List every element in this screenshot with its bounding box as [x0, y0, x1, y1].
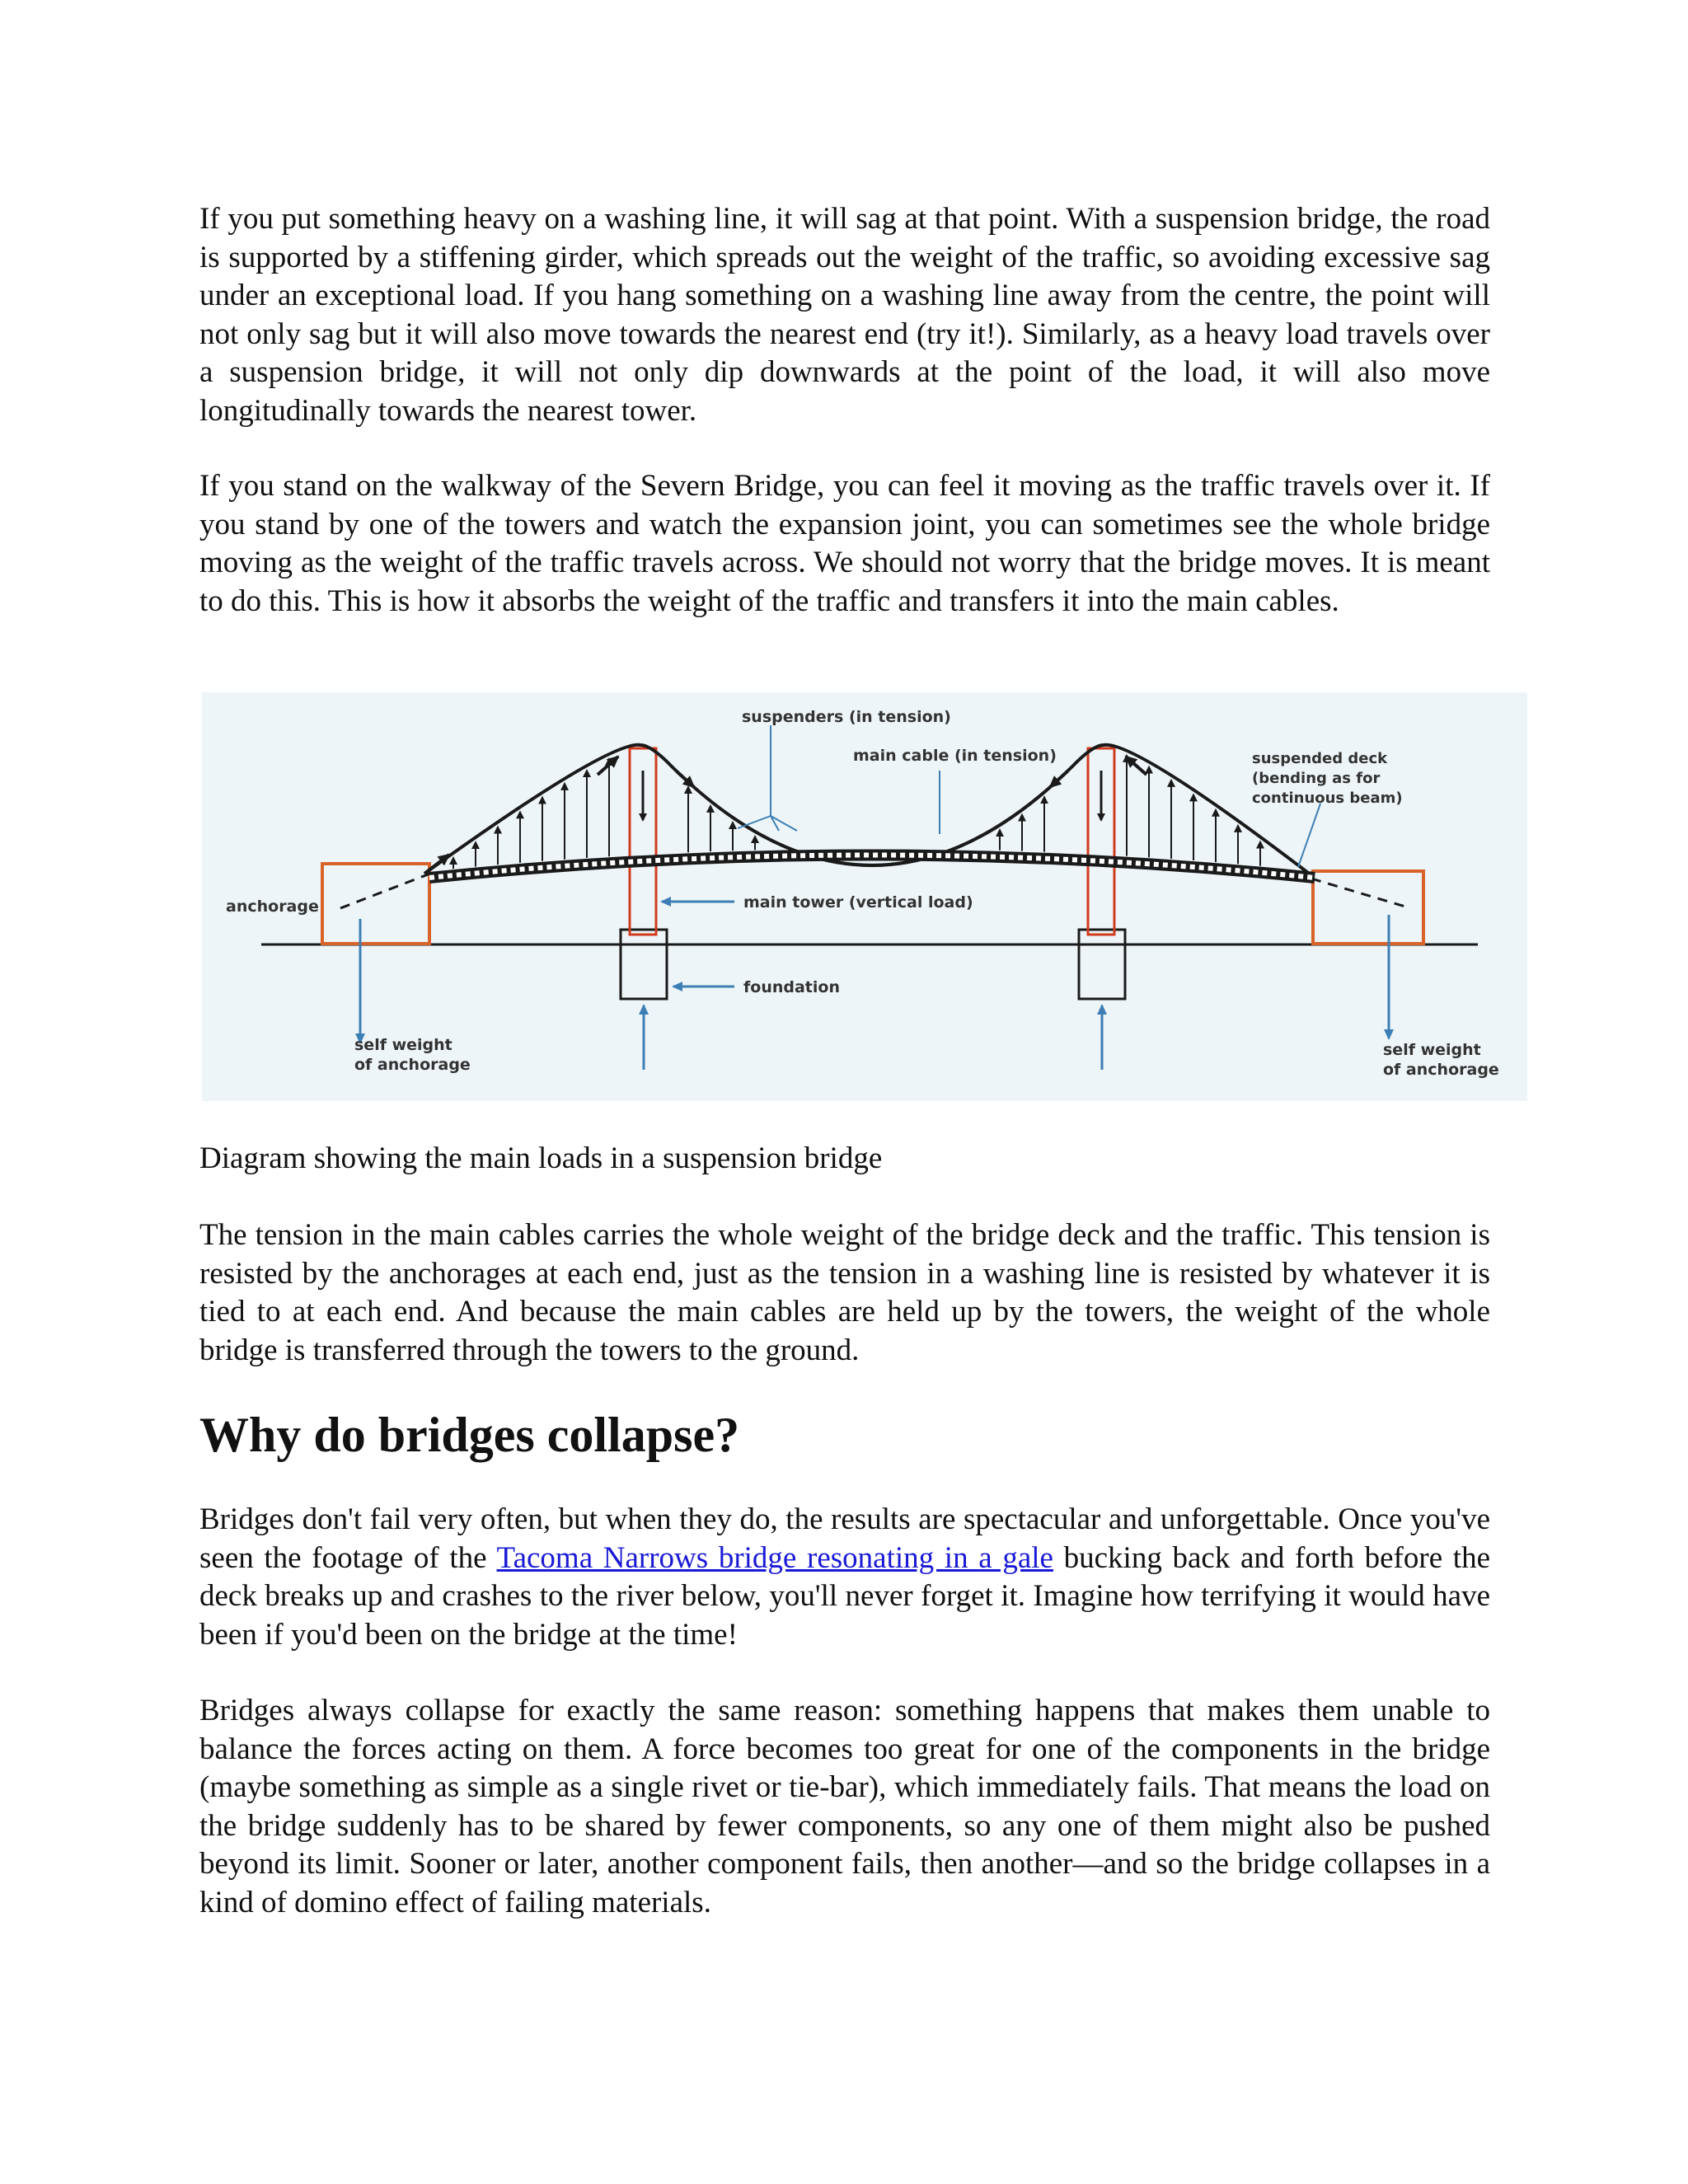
label-self-weight-right-2: of anchorage — [1383, 1061, 1499, 1079]
paragraph-text: Bridges always collapse for exactly the same reason: something happens that makes them unable to balance the forces acting on them. A force becomes too great for one of the components in the bridge (maybe something as simple as a single rivet or tie-bar), which immediately fails. That means the load on the bridge suddenly has to be shared by fewer components, so any one of them might also be pushed beyond its limit. Sooner or later, another component fails, then another—and so the bridge collapses in a kind of domino effect of failing materials. — [199, 1694, 1490, 1919]
paragraph-washing-line — [199, 200, 1490, 430]
section-heading: Why do bridges collapse? — [199, 1408, 740, 1462]
label-suspenders: suspenders (in tension) — [742, 708, 951, 726]
paragraph-text: The tension in the main cables carries the whole weight of the bridge deck and the traffic. This tension is resisted by the anchorages at each end, just as the tension in a washing line is resisted by whatever it is tied to at each end. And because the main cables are held up by the towers, the weight of the whole bridge is transferred through the towers to the ground. — [199, 1218, 1490, 1367]
label-self-weight-right-1: self weight — [1383, 1041, 1481, 1059]
caption-text: Diagram showing the main loads in a suspension bridge — [199, 1141, 883, 1175]
suspension-bridge-diagram — [202, 692, 1527, 1101]
paragraph-main-cable-tension — [199, 1216, 1490, 1370]
paragraph-tacoma — [199, 1501, 1490, 1654]
paragraph-text — [199, 1501, 1490, 1654]
paragraph-text-before-link: Bridges don't fail very often, but when they do, the results are spectacular and unforgettable. Once you've seen the footage of the — [199, 1502, 1490, 1575]
label-self-weight-left-1: self weight — [354, 1036, 452, 1054]
label-main-tower: main tower (vertical load) — [743, 893, 973, 912]
tacoma-narrows-link[interactable]: Tacoma Narrows bridge resonating in a gale — [496, 1540, 1053, 1575]
paragraph-collapse-reason — [199, 1692, 1490, 1922]
label-foundation: foundation — [743, 978, 840, 996]
paragraph-text: If you stand on the walkway of the Severn Bridge, you can feel it moving as the traffic travels over it. If you stand by one of the towers and watch the expansion joint, you can sometimes see the whole bridge moving as the weight of the traffic travels across. We should not worry that the bridge moves. It is meant to do this. This is how it absorbs the weight of the traffic and transfers it into the main cables. — [199, 469, 1490, 618]
paragraph-text-after-link: bucking back and forth before the deck breaks up and crashes to the river below, you'll never forget it. Imagine how terrifying it would have been if you'd been on the bridge at the time! — [199, 1540, 1490, 1652]
label-deck-line1: suspended deck — [1252, 750, 1388, 767]
label-anchorage: anchorage — [226, 898, 319, 916]
label-self-weight-left-2: of anchorage — [354, 1056, 471, 1074]
figure-caption — [199, 1140, 1490, 1179]
label-deck-line3: continuous beam) — [1252, 790, 1403, 807]
paragraph-text: If you put something heavy on a washing line, it will sag at that point. With a suspension bridge, the road is supported by a stiffening girder, which spreads out the weight of the traffic, so avoiding excessive sag under an exceptional load. If you hang something on a washing line away from the centre, the point will not only sag but it will also move towards the nearest end (try it!). Similarly, as a heavy load travels over a suspension bridge, it will not only dip downwards at the point of the load, it will also move longitudinally towards the nearest tower. — [199, 202, 1490, 428]
paragraph-severn-bridge — [199, 467, 1490, 621]
label-deck-line2: (bending as for — [1252, 770, 1381, 787]
label-main-cable: main cable (in tension) — [853, 747, 1057, 765]
